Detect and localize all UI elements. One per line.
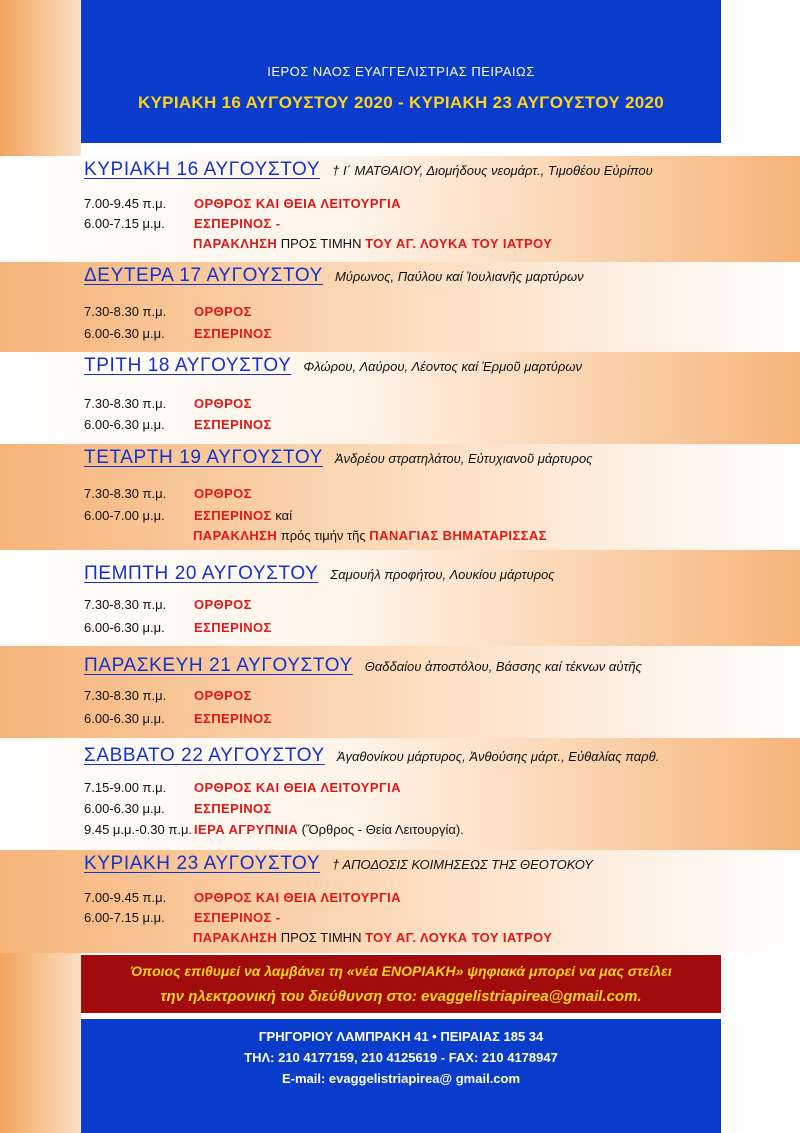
service-text: ΠΡΟΣ ΤΙΜΗΝ bbox=[277, 236, 366, 251]
service-time: 6.00-6.30 μ.μ. bbox=[84, 326, 165, 341]
service-line bbox=[84, 486, 252, 501]
service-line bbox=[84, 801, 272, 816]
service-name: ΕΣΠΕΡΙΝΟΣ bbox=[194, 326, 272, 341]
service-highlight: ΠΑΝΑΓΙΑΣ ΒΗΜΑΤΑΡΙΣΣΑΣ bbox=[369, 528, 547, 543]
service-time: 7.00-9.45 π.μ. bbox=[84, 890, 167, 905]
service-suffix: (Ὄρθρος - Θεία Λειτουργία). bbox=[298, 822, 464, 837]
service-line bbox=[84, 304, 252, 319]
service-name: ΕΣΠΕΡΙΝΟΣ - bbox=[194, 910, 281, 925]
day-name: ΠΕΜΠΤΗ 20 ΑΥΓΟΥΣΤΟΥ bbox=[84, 563, 319, 584]
service-line bbox=[84, 688, 252, 703]
contact-footer bbox=[81, 1019, 721, 1133]
service-line bbox=[84, 196, 401, 211]
service-name: ΠΑΡΑΚΛΗΣΗ bbox=[193, 236, 278, 251]
service-text: ΠΡΟΣ ΤΙΜΗΝ bbox=[277, 930, 366, 945]
service-time: 7.00-9.45 π.μ. bbox=[84, 196, 167, 211]
service-line-extra bbox=[193, 930, 552, 945]
day-name: ΚΥΡΙΑΚΗ 16 ΑΥΓΟΥΣΤΟΥ bbox=[84, 159, 321, 180]
day-block bbox=[0, 262, 800, 352]
feast-text: Ἀγαθονίκου μάρτυρος, Ἀνθούσης μάρτ., Εὐθαλίας παρθ. bbox=[336, 749, 660, 764]
service-name: ΕΣΠΕΡΙΝΟΣ bbox=[194, 620, 272, 635]
service-line-extra bbox=[193, 528, 547, 543]
service-time: 6.00-7.00 μ.μ. bbox=[84, 508, 165, 523]
day-block bbox=[0, 156, 800, 262]
feast-text: Μύρωνος, Παύλου καί Ἰουλιανῆς μαρτύρων bbox=[334, 269, 584, 284]
day-heading bbox=[84, 159, 653, 181]
service-line bbox=[84, 597, 252, 612]
service-highlight: ΤΟΥ ΑΓ. ΛΟΥΚΑ ΤΟΥ ΙΑΤΡΟΥ bbox=[365, 930, 553, 945]
day-heading bbox=[84, 745, 659, 767]
day-heading bbox=[84, 355, 582, 377]
page-header bbox=[81, 0, 721, 143]
service-time: 6.00-6.30 μ.μ. bbox=[84, 801, 165, 816]
service-name: ΟΡΘΡΟΣ ΚΑΙ ΘΕΙΑ ΛΕΙΤΟΥΡΓΙΑ bbox=[194, 780, 401, 795]
service-name: ΠΑΡΑΚΛΗΣΗ bbox=[193, 930, 278, 945]
service-time: 7.30-8.30 π.μ. bbox=[84, 396, 167, 411]
day-heading bbox=[84, 563, 555, 585]
service-line bbox=[84, 780, 401, 795]
day-block bbox=[0, 850, 800, 953]
service-line bbox=[84, 890, 401, 905]
feast-text: Φλώρου, Λαύρου, Λέοντος καί Ἑρμοῦ μαρτύρων bbox=[303, 359, 582, 374]
day-heading bbox=[84, 853, 593, 875]
service-time: 7.30-8.30 π.μ. bbox=[84, 486, 167, 501]
service-time: 7.30-8.30 π.μ. bbox=[84, 304, 167, 319]
service-name: ΟΡΘΡΟΣ bbox=[194, 486, 252, 501]
day-block bbox=[0, 444, 800, 550]
day-name: ΚΥΡΙΑΚΗ 23 ΑΥΓΟΥΣΤΟΥ bbox=[84, 853, 321, 874]
day-heading bbox=[84, 655, 642, 677]
day-block bbox=[0, 646, 800, 738]
service-name: ΕΣΠΕΡΙΝΟΣ bbox=[194, 508, 272, 523]
service-line-extra bbox=[193, 236, 552, 251]
newsletter-notice bbox=[81, 955, 721, 1013]
day-name: ΤΕΤΑΡΤΗ 19 ΑΥΓΟΥΣΤΟΥ bbox=[84, 447, 323, 468]
service-name: ΟΡΘΡΟΣ bbox=[194, 304, 252, 319]
day-block bbox=[0, 352, 800, 444]
service-suffix: καί bbox=[271, 508, 293, 523]
notice-line-1: Όποιος επιθυμεί να λαμβάνει τη «νέα ΕΝΟΡΙΑΚΗ» ψηφιακά μπορεί να μας στείλει bbox=[130, 963, 672, 979]
email-address: E-mail: evaggelistriapirea@ gmail.com bbox=[281, 1071, 521, 1086]
notice-line-2: την ηλεκτρονική του διεύθυνση στο: evaggelistriapirea@gmail.com. bbox=[160, 988, 642, 1005]
service-line bbox=[84, 620, 272, 635]
day-name: ΔΕΥΤΕΡΑ 17 ΑΥΓΟΥΣΤΟΥ bbox=[84, 265, 323, 286]
service-name: ΕΣΠΕΡΙΝΟΣ bbox=[194, 417, 272, 432]
feast-text: † ΑΠΟΔΟΣΙΣ ΚΟΙΜΗΣΕΩΣ ΤΗΣ ΘΕΟΤΟΚΟΥ bbox=[332, 857, 593, 872]
service-line bbox=[84, 326, 272, 341]
service-line bbox=[84, 910, 280, 925]
service-time: 7.15-9.00 π.μ. bbox=[84, 780, 167, 795]
service-time: 7.30-8.30 π.μ. bbox=[84, 688, 167, 703]
service-name: ΟΡΘΡΟΣ bbox=[194, 597, 252, 612]
day-block bbox=[0, 738, 800, 850]
service-time: 6.00-6.30 μ.μ. bbox=[84, 417, 165, 432]
service-line bbox=[84, 711, 272, 726]
phone-numbers: ΤΗΛ: 210 4177159, 210 4125619 - FAX: 210 4178947 bbox=[244, 1050, 558, 1065]
service-name: ΕΣΠΕΡΙΝΟΣ bbox=[194, 711, 272, 726]
service-name: ΠΑΡΑΚΛΗΣΗ bbox=[193, 528, 278, 543]
day-heading bbox=[84, 447, 592, 469]
day-block bbox=[0, 550, 800, 646]
date-range: ΚΥΡΙΑΚΗ 16 ΑΥΓΟΥΣΤΟΥ 2020 - ΚΥΡΙΑΚΗ 23 ΑΥΓΟΥΣΤΟΥ 2020 bbox=[137, 93, 665, 112]
feast-text: Σαμουήλ προφήτου, Λουκίου μάρτυρος bbox=[330, 567, 555, 582]
service-line bbox=[84, 396, 252, 411]
service-line bbox=[84, 216, 280, 231]
feast-text: Θαδδαίου ἀποστόλου, Βάσσης καί τέκνων αὐτῆς bbox=[364, 659, 642, 674]
day-heading bbox=[84, 265, 584, 287]
service-name: ΕΣΠΕΡΙΝΟΣ bbox=[194, 801, 272, 816]
day-name: ΣΑΒΒΑΤΟ 22 ΑΥΓΟΥΣΤΟΥ bbox=[84, 745, 325, 766]
service-highlight: ΤΟΥ ΑΓ. ΛΟΥΚΑ ΤΟΥ ΙΑΤΡΟΥ bbox=[365, 236, 553, 251]
service-time: 6.00-6.30 μ.μ. bbox=[84, 711, 165, 726]
feast-text: † Ι΄ ΜΑΤΘΑΙΟΥ, Διομήδους νεομάρτ., Τιμοθέου Εὐρίπου bbox=[332, 163, 653, 178]
service-time: 6.00-7.15 μ.μ. bbox=[84, 910, 165, 925]
feast-text: Ἀνδρέου στρατηλάτου, Εὐτυχιανοῦ μάρτυρος bbox=[334, 451, 593, 466]
service-time: 9.45 μ.μ.-0.30 π.μ. bbox=[84, 822, 193, 837]
day-name: ΤΡΙΤΗ 18 ΑΥΓΟΥΣΤΟΥ bbox=[84, 355, 292, 376]
service-name: ΙΕΡΑ ΑΓΡΥΠΝΙΑ bbox=[194, 822, 299, 837]
service-line bbox=[84, 508, 292, 523]
service-name: ΟΡΘΡΟΣ ΚΑΙ ΘΕΙΑ ΛΕΙΤΟΥΡΓΙΑ bbox=[194, 890, 401, 905]
service-name: ΟΡΘΡΟΣ ΚΑΙ ΘΕΙΑ ΛΕΙΤΟΥΡΓΙΑ bbox=[194, 196, 401, 211]
service-line bbox=[84, 417, 272, 432]
service-name: ΟΡΘΡΟΣ bbox=[194, 396, 252, 411]
parish-name: ΙΕΡΟΣ ΝΑΟΣ ΕΥΑΓΓΕΛΙΣΤΡΙΑΣ ΠΕΙΡΑΙΩΣ bbox=[267, 64, 535, 79]
service-name: ΕΣΠΕΡΙΝΟΣ - bbox=[194, 216, 281, 231]
service-text: πρός τιμήν τῆς bbox=[277, 528, 370, 543]
service-name: ΟΡΘΡΟΣ bbox=[194, 688, 252, 703]
service-time: 7.30-8.30 π.μ. bbox=[84, 597, 167, 612]
address: ΓΡΗΓΟΡΙΟΥ ΛΑΜΠΡΑΚΗ 41 • ΠΕΙΡΑΙΑΣ 185 34 bbox=[258, 1029, 544, 1044]
service-line bbox=[84, 822, 464, 837]
service-time: 6.00-6.30 μ.μ. bbox=[84, 620, 165, 635]
day-name: ΠΑΡΑΣΚΕΥΗ 21 ΑΥΓΟΥΣΤΟΥ bbox=[84, 655, 353, 676]
service-time: 6.00-7.15 μ.μ. bbox=[84, 216, 165, 231]
